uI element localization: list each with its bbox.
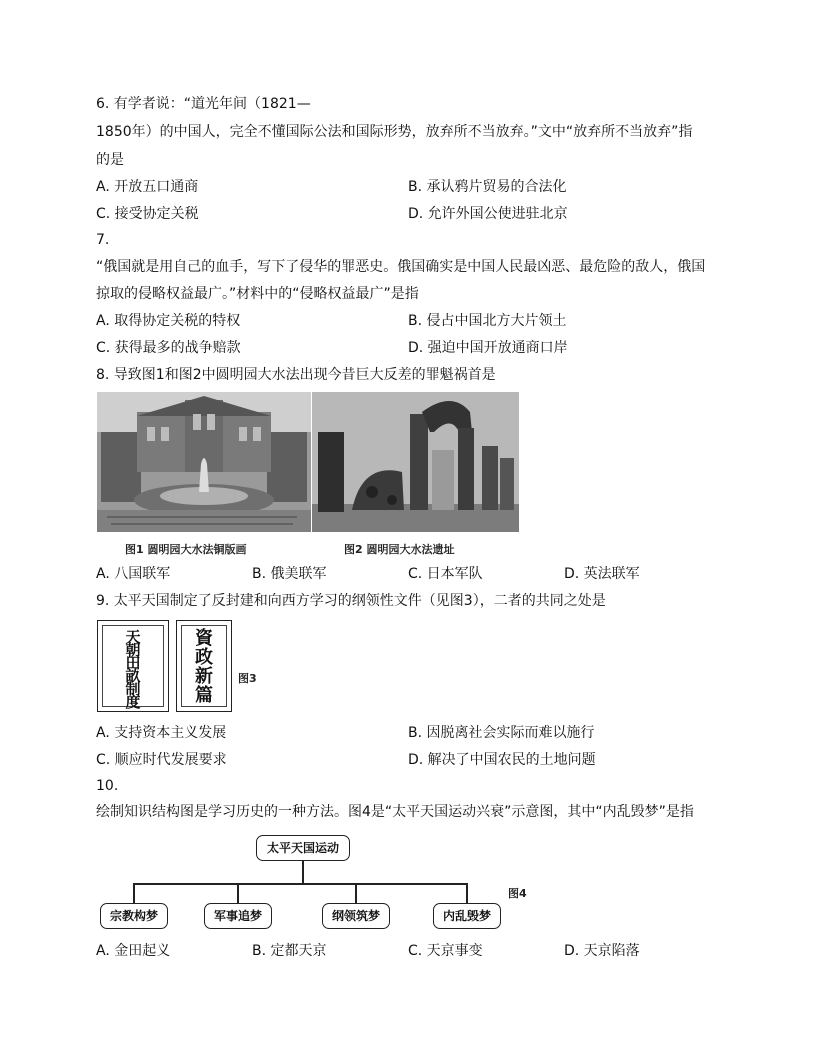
book2-title: 資政新篇 xyxy=(195,628,213,706)
q8-option-a[interactable]: A. 八国联军 xyxy=(96,566,171,582)
diagram-connector xyxy=(133,883,135,903)
q7-stem-line1: “俄国就是用自己的血手，写下了侵华的罪恶史。俄国确实是中国人民最凶恶、最危险的敌人，俄国 xyxy=(96,259,706,275)
q9-option-c[interactable]: C. 顺应时代发展要求 xyxy=(96,752,227,768)
diagram-root-node: 太平天国运动 xyxy=(256,835,350,861)
q6-stem-line3: 的是 xyxy=(96,152,124,168)
q7-option-b[interactable]: B. 侵占中国北方大片领土 xyxy=(408,313,567,329)
diagram-node-program: 纲领筑梦 xyxy=(322,903,390,929)
q10-stem: 绘制知识结构图是学习历史的一种方法。图4是“太平天国运动兴衰”示意图，其中“内乱毁梦”是指 xyxy=(96,804,694,820)
q10-option-c[interactable]: C. 天京事变 xyxy=(408,943,483,959)
q6-option-a[interactable]: A. 开放五口通商 xyxy=(96,179,199,195)
q7-option-d[interactable]: D. 强迫中国开放通商口岸 xyxy=(408,340,568,356)
figure4-label: 图4 xyxy=(508,887,527,900)
q9-option-d[interactable]: D. 解决了中国农民的土地问题 xyxy=(408,752,596,768)
q6-option-d[interactable]: D. 允许外国公使进驻北京 xyxy=(408,206,568,222)
figure3-book-cover-land-system xyxy=(97,620,169,712)
figure2-caption: 图2 圆明园大水法遗址 xyxy=(344,543,455,556)
figure3-book-cover-new-essay xyxy=(176,620,232,712)
q8-option-c[interactable]: C. 日本军队 xyxy=(408,566,483,582)
q7-option-c[interactable]: C. 获得最多的战争赔款 xyxy=(96,340,241,356)
q9-option-b[interactable]: B. 因脱离社会实际而难以施行 xyxy=(408,725,595,741)
diagram-connector xyxy=(466,883,468,903)
figure1-caption: 图1 圆明园大水法铜版画 xyxy=(125,543,247,556)
q10-number: 10. xyxy=(96,778,119,794)
q7-option-a[interactable]: A. 取得协定关税的特权 xyxy=(96,313,241,329)
book1-title: 天朝田畝制度 xyxy=(125,628,141,711)
q6-option-b[interactable]: B. 承认鸦片贸易的合法化 xyxy=(408,179,567,195)
q6-option-c[interactable]: C. 接受协定关税 xyxy=(96,206,199,222)
q10-option-d[interactable]: D. 天京陷落 xyxy=(564,943,640,959)
q6-stem-line2: 1850年）的中国人，完全不懂国际公法和国际形势，放弃所不当放弃。”文中“放弃所不当放弃”指 xyxy=(96,124,693,140)
q8-option-b[interactable]: B. 俄美联军 xyxy=(252,566,327,582)
diagram-node-internal-strife: 内乱毁梦 xyxy=(433,903,501,929)
figure1-fountain-engraving xyxy=(97,392,311,532)
q9-stem: 9. 太平天国制定了反封建和向西方学习的纲领性文件（见图3），二者的共同之处是 xyxy=(96,593,606,609)
diagram-node-military: 军事追梦 xyxy=(204,903,272,929)
q7-stem-line2: 掠取的侵略权益最广。”材料中的“侵略权益最广”是指 xyxy=(96,286,419,302)
figure2-fountain-ruins xyxy=(312,392,519,532)
diagram-node-religion: 宗教构梦 xyxy=(100,903,168,929)
q10-option-a[interactable]: A. 金田起义 xyxy=(96,943,171,959)
diagram-connector xyxy=(133,883,467,885)
q9-option-a[interactable]: A. 支持资本主义发展 xyxy=(96,725,227,741)
diagram-connector xyxy=(302,861,304,884)
q7-number: 7. xyxy=(96,232,110,248)
diagram-connector xyxy=(237,883,239,903)
q10-option-b[interactable]: B. 定都天京 xyxy=(252,943,327,959)
q6-stem-line1: 6. 有学者说：“道光年间（1821— xyxy=(96,96,311,112)
diagram-connector xyxy=(355,883,357,903)
q8-stem: 8. 导致图1和图2中圆明园大水法出现今昔巨大反差的罪魁祸首是 xyxy=(96,367,496,383)
q8-option-d[interactable]: D. 英法联军 xyxy=(564,566,640,582)
figure3-label: 图3 xyxy=(238,672,257,685)
